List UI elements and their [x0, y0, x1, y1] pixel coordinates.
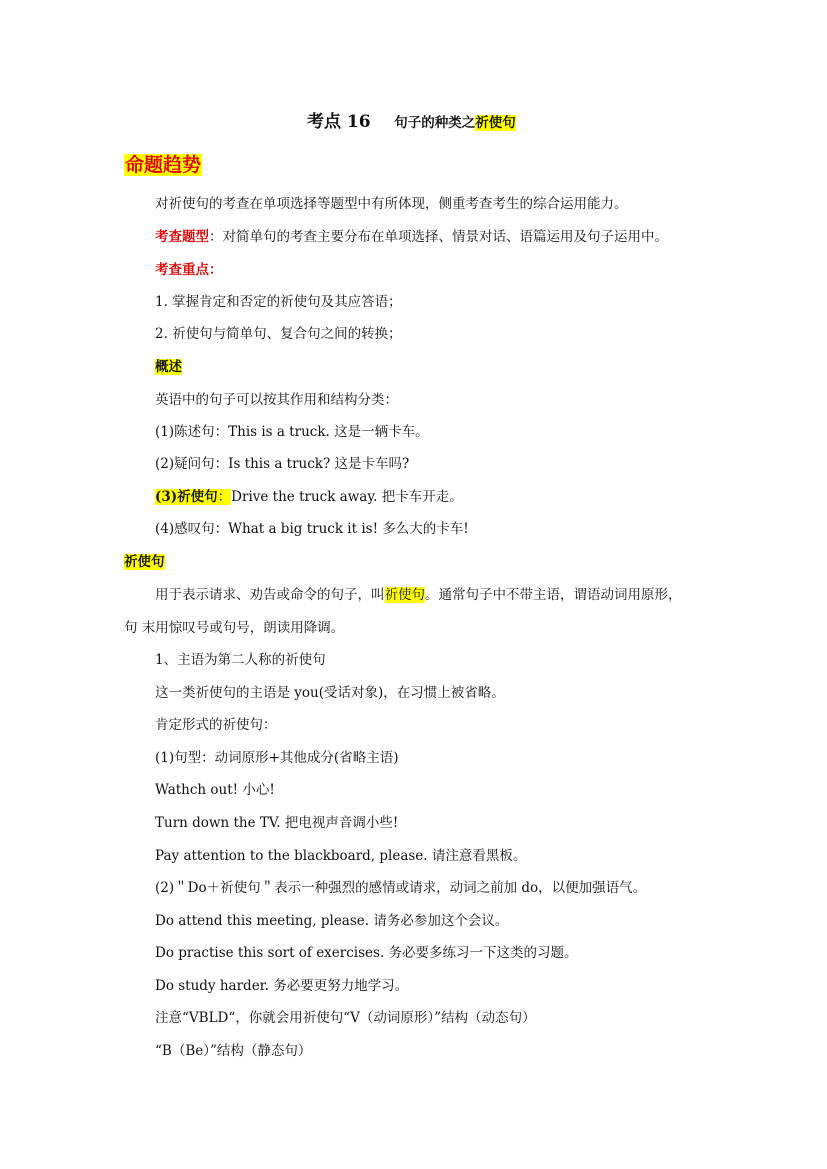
- sentence-type-interrogative: (2)疑问句：Is this a truck? 这是卡车吗?: [155, 456, 410, 472]
- title-sub: 句子的种类之: [394, 115, 476, 131]
- body-line: 注意“VBLD“，你就会用祈使句“V（动词原形）”结构（动态句）: [155, 1010, 536, 1026]
- body-line: (2)＂Do＋祈使句＂表示一种强烈的感情或请求，动词之前加 do，以便加强语气。: [155, 880, 647, 896]
- trend-heading: 命题趋势: [125, 154, 202, 176]
- page-title: [307, 112, 516, 133]
- exam-type-text: ：对简单句的考查主要分布在单项选择、情景对话、语篇运用及句子运用中。: [209, 229, 668, 245]
- focus-item: 2. 祈使句与简单句、复合句之间的转换；: [155, 326, 402, 342]
- title-main: 考点 16: [307, 112, 371, 132]
- imperative-definition: [155, 585, 682, 605]
- sentence-type-imperative: [155, 487, 463, 507]
- body-line: 这一类祈使句的主语是 you(受话对象)，在习惯上被省略。: [155, 685, 505, 701]
- body-line: 1、主语为第二人称的祈使句: [155, 652, 326, 668]
- example-line: Pay attention to the blackboard, please. 请注意看黑板。: [155, 848, 527, 864]
- definition-highlight: 祈使句: [384, 587, 425, 603]
- overview-heading: 概述: [155, 359, 182, 375]
- imperative-heading: 祈使句: [124, 554, 165, 570]
- imperative-colon: ：: [217, 489, 232, 505]
- imperative-definition-cont: 句 末用惊叹号或句号，朗读用降调。: [124, 620, 345, 636]
- sentence-type-exclamatory: (4)感叹句：What a big truck it is! 多么大的卡车!: [155, 521, 469, 537]
- exam-type-label: 考查题型: [155, 229, 209, 245]
- section-heading-trend: [124, 152, 202, 180]
- focus-item: 1. 掌握肯定和否定的祈使句及其应答语；: [155, 294, 402, 310]
- imperative-example: Drive the truck away. 把卡车开走。: [231, 489, 463, 505]
- example-line: Do study harder. 务必要更努力地学习。: [155, 978, 409, 994]
- exam-focus-colon: ：: [209, 262, 223, 278]
- example-line: Wathch out! 小心!: [155, 782, 275, 798]
- sentence-type-declarative: (1)陈述句：This is a truck. 这是一辆卡车。: [155, 424, 429, 440]
- imperative-heading-line: [124, 552, 165, 572]
- body-line: (1)句型：动词原形+其他成分(省略主语): [155, 750, 399, 766]
- intro-paragraph: 对祈使句的考查在单项选择等题型中有所体现，侧重考查考生的综合运用能力。: [155, 196, 628, 212]
- definition-part-a: 用于表示请求、劝告或命令的句子，叫: [155, 587, 385, 603]
- example-line: Turn down the TV. 把电视声音调小些!: [155, 815, 399, 831]
- imperative-label: (3)祈使句: [155, 489, 218, 505]
- overview-lead: 英语中的句子可以按其作用和结构分类：: [155, 392, 398, 408]
- body-line: “B（Be）”结构（静态句）: [155, 1043, 312, 1059]
- overview-heading-line: [155, 357, 182, 377]
- exam-focus-label: 考查重点: [155, 262, 209, 278]
- example-line: Do attend this meeting, please. 请务必参加这个会议。: [155, 913, 509, 929]
- body-line: 肯定形式的祈使句：: [155, 717, 277, 733]
- example-line: Do practise this sort of exercises. 务必要多练习一下这类的习题。: [155, 945, 578, 961]
- exam-focus-line: [155, 260, 223, 280]
- title-sub-highlight: 祈使句: [475, 115, 516, 131]
- definition-part-b: 。通常句子中不带主语，谓语动词用原形，: [425, 587, 682, 603]
- exam-type-line: [155, 227, 668, 247]
